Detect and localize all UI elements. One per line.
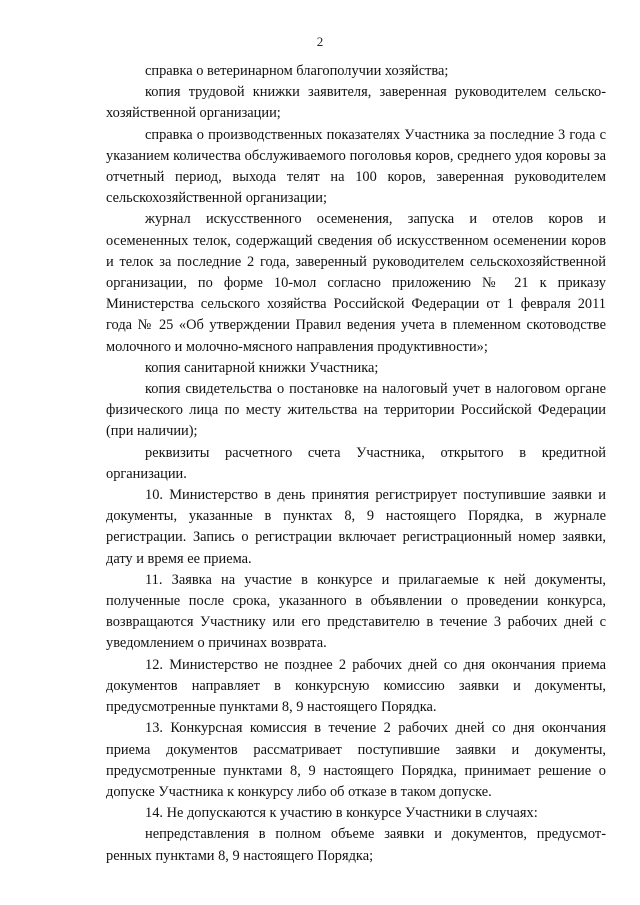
paragraph-insemination-journal: журнал искусственного осеменения, запуска и отелов коров и осемененных телок, содержащий сведения об искусственном осеменении коров и телок за последние 2 года, заверенный руководителем сельскохозяйственной организации, по форме 10-мол согласно приложению № 21 к приказу Министерства сельского хозяйства Российской Федерации от 1 февраля 2011 года № 25 «Об утверждении Правил ведения учета в племенном скотоводстве молочного и молочно-мясного направления продуктивности»;	[106, 211, 606, 355]
paragraph-item-13: 13. Конкурсная комиссия в течение 2 рабочих дней со дня окончания приема документов рассматривает поступившие заявки и документы, предусмотренные пунктами 8, 9 настоящего Порядка, принимает решение о допуске Участника к конкурсу либо об отказе в таком допуске.	[106, 720, 606, 800]
paragraph-tax-certificate: копия свидетельства о постановке на налоговый учет в налоговом органе физического лица по месту жительства на территории Российской Федерации (при наличии);	[106, 381, 606, 440]
paragraph-item-10: 10. Министерство в день принятия регистрирует поступившие заявки и документы, указанные в пунктах 8, 9 настоящего Порядка, в журнале регистрации. Запись о регистрации включает регистрационный номер заявки, дату и время ее приема.	[106, 487, 606, 567]
paragraph-item-11: 11. Заявка на участие в конкурсе и прилагаемые к ней документы, полученные после срока, указанного в объявлении о проведении конкурса, возвращаются Участнику или его представителю в течение 3 рабочих дней с уведомлением о причинах возврата.	[106, 571, 606, 652]
paragraph-work-book-copy: копия трудовой книжки заявителя, заверенная руководителем сельско-хозяйственной организации;	[106, 84, 606, 122]
paragraph-production-certificate: справка о производственных показателях Участника за последние 3 года с указанием количества обслуживаемого поголовья коров, среднего удоя коровы за отчетный период, выхода телят на 100 коров, заверенная руководителем сельскохозяйственной организации;	[106, 126, 606, 207]
paragraph-item-12: 12. Министерство не позднее 2 рабочих дней со дня окончания приема документов направляет в конкурсную комиссию заявки и документы, предусмотренные пунктами 8, 9 настоящего Порядка.	[106, 656, 606, 716]
paragraph-item-14: 14. Не допускаются к участию в конкурсе Участники в случаях:	[145, 805, 538, 822]
paragraph-item-14-case-1: непредставления в полном объеме заявки и документов, предусмот-ренных пунктами 8, 9 настоящего Порядка;	[106, 826, 606, 864]
paragraph-bank-details: реквизиты расчетного счета Участника, открытого в кредитной организации.	[106, 444, 606, 482]
paragraph-vet-certificate: справка о ветеринарном благополучии хозяйства;	[145, 63, 449, 79]
page-number: 2	[316, 34, 324, 49]
paragraph-sanitary-book: копия санитарной книжки Участника;	[145, 359, 379, 376]
document-body	[106, 61, 606, 867]
